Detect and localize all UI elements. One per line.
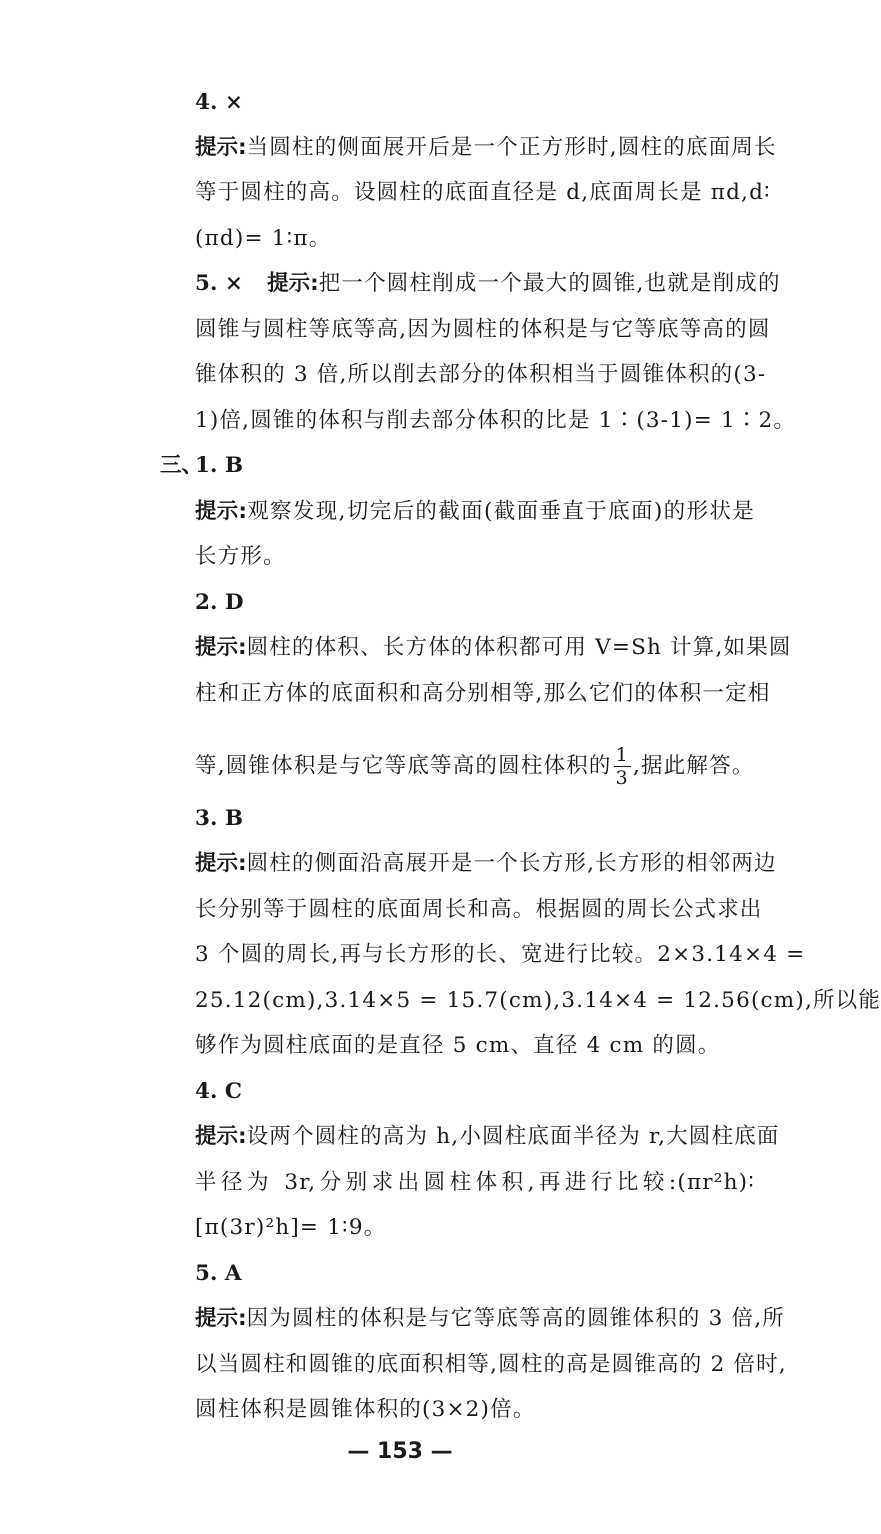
hint-line: 提示:圆柱的侧面沿高展开是一个长方形,长方形的相邻两边 (195, 851, 777, 876)
hint-line: 长方形。 (195, 544, 286, 569)
item-number: 3. B (195, 806, 244, 831)
hint-line: 5. × 提示:把一个圆柱削成一个最大的圆锥,也就是削成的 (195, 271, 781, 296)
hint-line: 长分别等于圆柱的底面周长和高。根据圆的周长公式求出 (195, 897, 763, 922)
item-number: 2. D (195, 590, 244, 615)
hint-line: [π(3r)²h]= 1∶9。 (195, 1215, 387, 1240)
item-number: 4. × (195, 90, 243, 115)
hint-line: 提示:因为圆柱的体积是与它等底等高的圆锥体积的 3 倍,所 (195, 1306, 785, 1331)
fraction-one-third: $\frac{1}{3}$ (615, 744, 629, 789)
hint-line: 3 个圆的周长,再与长方形的长、宽进行比较。2×3.14×4 = (195, 942, 806, 967)
item-number: 1. B (195, 453, 244, 478)
hint-line: 等,圆锥体积是与它等底等高的圆柱体积的 $\frac{1}{3}$ ,据此解答。 (195, 744, 755, 789)
hint-line: 25.12(cm),3.14×5 = 15.7(cm),3.14×4 = 12.56(cm),所以能 (195, 988, 881, 1013)
hint-label: 提示: (195, 635, 247, 660)
hint-label: 提示: (195, 1306, 247, 1331)
hint-line: 提示:设两个圆柱的高为 h,小圆柱底面半径为 r,大圆柱底面 (195, 1124, 780, 1149)
hint-label: 提示: (195, 1124, 247, 1149)
hint-line: 提示:观察发现,切完后的截面(截面垂直于底面)的形状是 (195, 499, 755, 524)
hint-line: 圆锥与圆柱等底等高,因为圆柱的体积是与它等底等高的圆 (195, 317, 771, 342)
hint-line: 1)倍,圆锥的体积与削去部分体积的比是 1∶(3-1)= 1∶2。 (195, 408, 797, 433)
hint-line: 锥体积的 3 倍,所以削去部分的体积相当于圆锥体积的(3- (195, 362, 767, 387)
hint-line: 提示:当圆柱的侧面展开后是一个正方形时,圆柱的底面周长 (195, 135, 777, 160)
hint-line: 半径为 3r,分别求出圆柱体积,再进行比较:(πr²h)∶ (195, 1170, 755, 1195)
item-number: 5. A (195, 1261, 242, 1286)
hint-line: 以当圆柱和圆锥的底面积相等,圆柱的高是圆锥高的 2 倍时, (195, 1352, 787, 1377)
hint-label: 提示: (195, 499, 247, 524)
hint-line: 够作为圆柱底面的是直径 5 cm、直径 4 cm 的圆。 (195, 1033, 721, 1058)
section-label: 三、 (160, 453, 204, 478)
hint-label: 提示: (267, 271, 319, 296)
hint-label: 提示: (195, 851, 247, 876)
item-number: 4. C (195, 1079, 243, 1104)
item-number: 5. × (195, 271, 243, 296)
hint-line: 提示:圆柱的体积、长方体的体积都可用 V=Sh 计算,如果圆 (195, 635, 792, 660)
hint-line: (πd)= 1∶π。 (195, 226, 332, 251)
hint-line: 圆柱体积是圆锥体积的(3×2)倍。 (195, 1397, 536, 1422)
hint-label: 提示: (195, 135, 247, 160)
hint-line: 柱和正方体的底面积和高分别相等,那么它们的体积一定相 (195, 681, 771, 706)
hint-line: 等于圆柱的高。设圆柱的底面直径是 d,底面周长是 πd,d∶ (195, 180, 771, 205)
page-number: — 153 — (347, 1439, 453, 1464)
